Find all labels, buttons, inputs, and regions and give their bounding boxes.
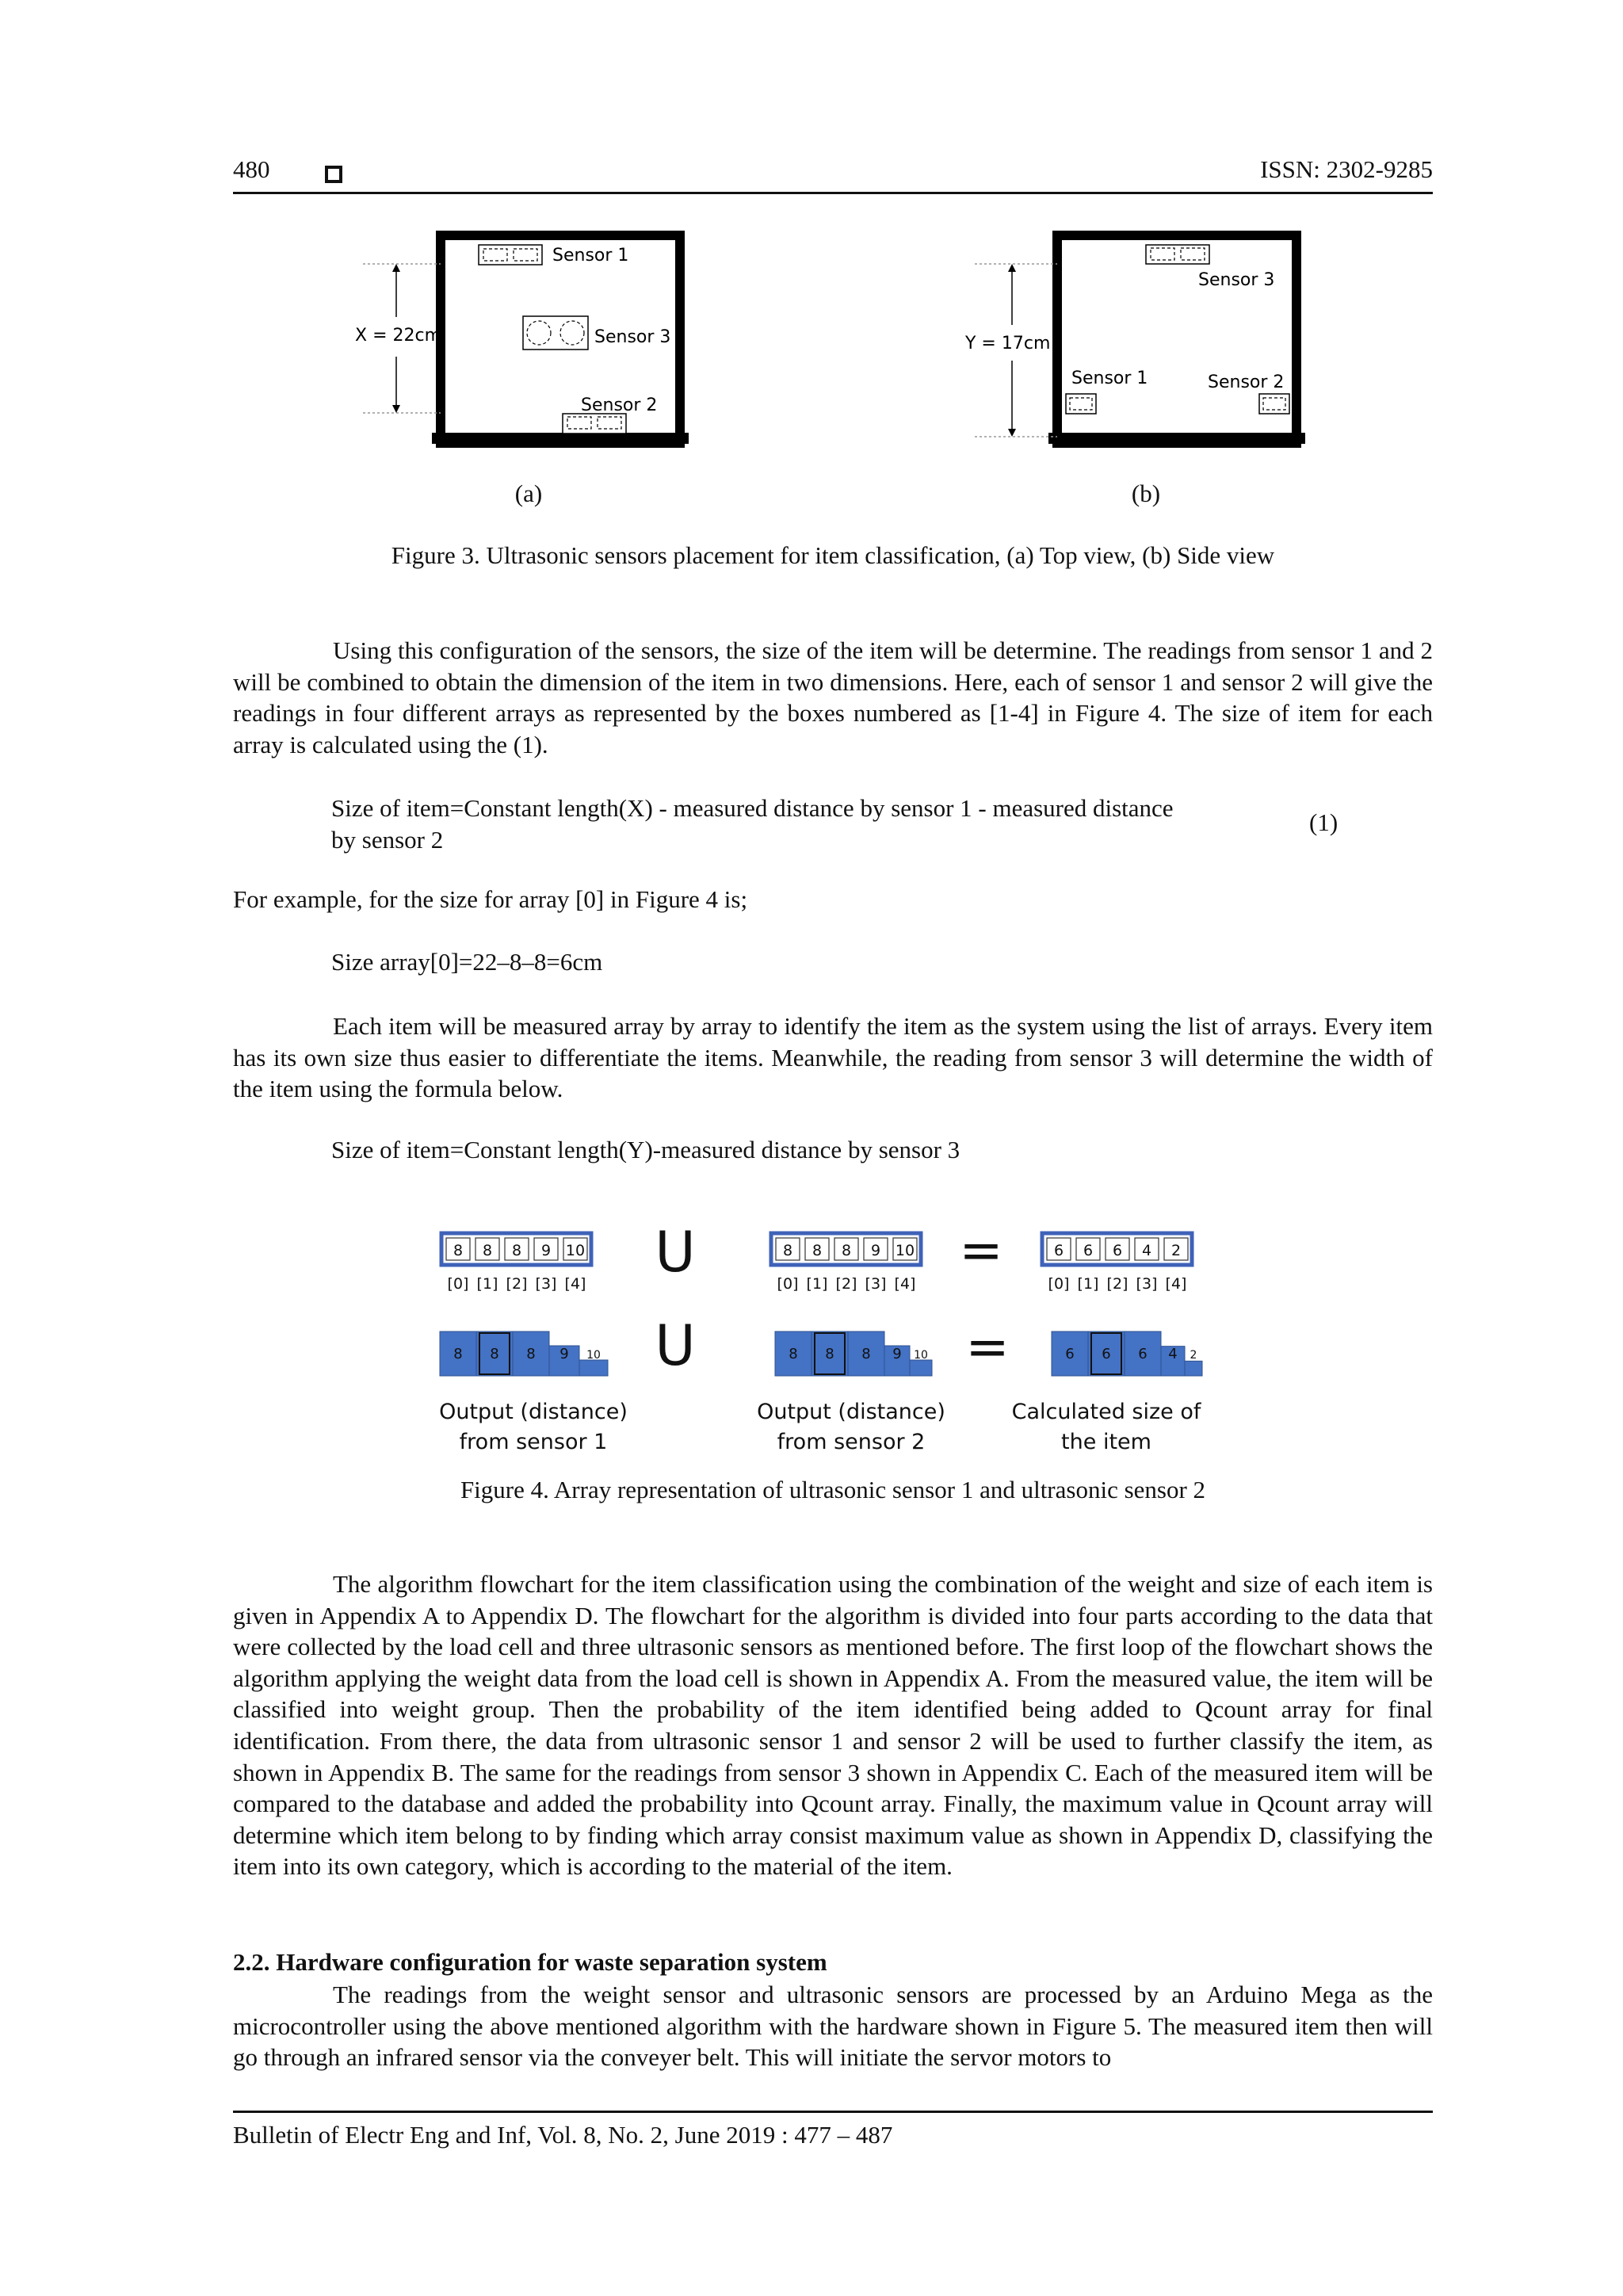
figure-4-label-sensor2 <box>748 1397 954 1457</box>
figure-4-result-array-index: [2] <box>1106 1275 1128 1293</box>
figure-4-result-blocks-block-value: 6 <box>1102 1346 1111 1362</box>
figure-4-sensor2-array-index: [3] <box>865 1275 887 1293</box>
paragraph-3: The algorithm flowchart for the item classification using the combination of the weight and size of each item is given in Appendix A to Appendix D. The flowchart for the algorithm is divided into four parts according to the data that were collected by the load cell and three ultrasonic sensors as mentioned before. The first loop of the flowchart shows the algorithm applying the weight data from the load cell is shown in Appendix A. From the measured value, the item will be classified into weight group. Then the probability of the item identified being added to Qcount array for final identification. From there, the data from ultrasonic sensor 1 and sensor 2 will be used to further classify the item, as shown in Appendix B. The same for the readings from sensor 3 shown in Appendix C. Each of the measured item will be compared to the database and added the probability into Qcount array. Finally, the maximum value in Qcount array will determine which item belong to by finding which array consist maximum value as shown in Appendix D, classifying the item into its own category, which is according to the material of the item. <box>233 1570 1433 1881</box>
size-array-line: Size array[0]=22–8–8=6cm <box>331 948 603 976</box>
page-number: 480 <box>233 155 270 183</box>
figure-4-sensor2-array-value: 9 <box>870 1242 881 1259</box>
figure-4-sensor2-blocks-block-value: 9 <box>892 1346 902 1362</box>
figure-4-sensor1-blocks-block-value: 9 <box>559 1346 569 1362</box>
paragraph-4: The readings from the weight sensor and ultrasonic sensors are processed by an Arduino Mega as the microcontroller using the above mentioned algorithm with the hardware shown in Figure 5. The measured item then will go through an infrared sensor via the conveyer belt. This will initiate the servor motors to <box>233 1981 1433 2072</box>
figure-4-sensor1-array-value: 10 <box>565 1242 586 1259</box>
figure-4-result-blocks-block <box>1185 1361 1202 1376</box>
figure-4-sensor2-blocks-block-value: 8 <box>861 1346 871 1362</box>
figure-4-sensor1-blocks-block-value: 8 <box>526 1346 536 1362</box>
figure-3a-sensor1-label: Sensor 1 <box>552 246 629 266</box>
figure-3a-sensor2-label: Sensor 2 <box>581 395 658 415</box>
figure-4-sensor1-array-value: 8 <box>511 1242 522 1259</box>
figure-4-sensor2-array-index: [1] <box>806 1275 828 1293</box>
figure-3 <box>0 0 1623 555</box>
figure-4-sensor2-blocks-block <box>910 1360 932 1376</box>
figure-4-result-array-index: [4] <box>1165 1275 1187 1293</box>
figure-4-label-sensor1 <box>430 1397 636 1457</box>
figure-4-label-sensor2-line2: from sensor 2 <box>777 1430 926 1454</box>
figure-4-union-symbol: U <box>655 1313 696 1378</box>
figure-4-sensor2-array-index: [2] <box>835 1275 857 1293</box>
figure-4-result-array-value: 2 <box>1170 1242 1182 1259</box>
figure-4-equals-symbol: = <box>959 1220 1003 1281</box>
figure-4-result-blocks-block-value: 4 <box>1168 1346 1178 1362</box>
figure-4-sensor1-blocks-block-value: 8 <box>453 1346 463 1362</box>
figure-4-union-symbol: U <box>655 1220 696 1285</box>
section-heading: 2.2. Hardware configuration for waste separation system <box>233 1948 827 1976</box>
figure-4-result-array-index: [1] <box>1077 1275 1099 1293</box>
figure-4-result-array-value: 6 <box>1112 1242 1123 1259</box>
figure-3b-sensor2-label: Sensor 2 <box>1208 372 1285 392</box>
equation-1-line-2: by sensor 2 <box>331 826 444 854</box>
figure-4-sensor1-array-index: [3] <box>535 1275 557 1293</box>
figure-4-sensor1-array-value: 8 <box>453 1242 464 1259</box>
figure-4-result-array-index: [0] <box>1048 1275 1070 1293</box>
figure-3a-sensor3-label: Sensor 3 <box>594 327 671 347</box>
figure-4-result-array-value: 6 <box>1083 1242 1094 1259</box>
figure-4-sensor2-blocks-block-value: 10 <box>914 1349 928 1362</box>
figure-4-sensor2-blocks-block-value: 8 <box>825 1346 834 1362</box>
figure-3b-sensor3-label: Sensor 3 <box>1198 270 1275 290</box>
issn: ISSN: 2302-9285 <box>1260 155 1433 183</box>
figure-4-sensor2-array-value: 8 <box>782 1242 793 1259</box>
figure-4-sensor1-blocks-block-value: 10 <box>586 1349 601 1362</box>
figure-4-sensor2-array-value: 10 <box>895 1242 915 1259</box>
figure-4-result-blocks-block-value: 2 <box>1190 1349 1197 1362</box>
figure-4-caption: Figure 4. Array representation of ultrasonic sensor 1 and ultrasonic sensor 2 <box>460 1476 1206 1503</box>
figure-4-label-sensor2-line1: Output (distance) <box>757 1400 945 1424</box>
figure-3b-sublabel: (b) <box>1131 479 1161 507</box>
figure-4-equals-symbol: = <box>965 1316 1010 1377</box>
footer-rule <box>233 2111 1433 2113</box>
figure-4-label-result <box>1003 1397 1209 1457</box>
paragraph-1: Using this configuration of the sensors, the size of the item will be determine. The readings from sensor 1 and 2 will be combined to obtain the dimension of the item in two dimensions. Here, each of sensor 1 and sensor 2 will give the readings in four different arrays as represented by the boxes numbered as [1-4] in Figure 4. The size of item for each array is calculated using the (1). <box>233 636 1433 758</box>
paragraph-2: Each item will be measured array by array to identify the item as the system using the list of arrays. Every item has its own size thus easier to differentiate the items. Meanwhile, the reading from sensor 3 will determine the width of the item using the formula below. <box>233 1012 1433 1103</box>
figure-3b-dimension-label: Y = 17cm <box>965 334 1051 353</box>
figure-4-sensor1-array-index: [4] <box>564 1275 586 1293</box>
figure-3b-sensor1-label: Sensor 1 <box>1071 369 1148 388</box>
figure-4-sensor2-array-value: 8 <box>812 1242 823 1259</box>
figure-4-sensor1-array-index: [1] <box>476 1275 498 1293</box>
figure-3a-dimension-label: X = 22cm <box>355 326 442 346</box>
figure-4-sensor1-array-index: [0] <box>447 1275 469 1293</box>
figure-4-label-sensor1-line2: from sensor 1 <box>459 1430 608 1454</box>
figure-4-sensor1-blocks-block-value: 8 <box>490 1346 499 1362</box>
figure-4-sensor1-blocks-block <box>579 1360 608 1376</box>
example-line: For example, for the size for array [0] in Figure 4 is; <box>233 885 748 913</box>
figure-4-sensor2-array-index: [4] <box>894 1275 916 1293</box>
figure-4-result-blocks-block-value: 6 <box>1138 1346 1148 1362</box>
figure-4-sensor1-array-value: 8 <box>482 1242 493 1259</box>
figure-4-sensor1-array-index: [2] <box>506 1275 528 1293</box>
equation-1-line-1: Size of item=Constant length(X) - measured distance by sensor 1 - measured distance <box>331 794 1174 822</box>
figure-4-sensor1-array-value: 9 <box>540 1242 552 1259</box>
equation-1 <box>331 793 1298 856</box>
figure-4-sensor2-array-index: [0] <box>777 1275 799 1293</box>
figure-4-result-blocks-block-value: 6 <box>1065 1346 1075 1362</box>
footer-citation: Bulletin of Electr Eng and Inf, Vol. 8, No. 2, June 2019 : 477 – 487 <box>233 2121 893 2149</box>
formula-2: Size of item=Constant length(Y)-measured distance by sensor 3 <box>331 1136 960 1163</box>
figure-4-result-array-value: 6 <box>1053 1242 1064 1259</box>
figure-3a-sublabel: (a) <box>514 479 543 507</box>
figure-4-result-array-index: [3] <box>1136 1275 1158 1293</box>
figure-4-label-result-line2: the item <box>1061 1430 1151 1454</box>
figure-4-label-result-line1: Calculated size of <box>1011 1400 1201 1424</box>
figure-4-result-array-value: 4 <box>1141 1242 1152 1259</box>
figure-4-sensor2-blocks-block-value: 8 <box>789 1346 798 1362</box>
figure-4-sensor2-array-value: 8 <box>841 1242 852 1259</box>
figure-3-caption: Figure 3. Ultrasonic sensors placement for item classification, (a) Top view, (b) Side view <box>391 541 1275 569</box>
equation-1-number: (1) <box>1309 808 1338 836</box>
figure-4-label-sensor1-line1: Output (distance) <box>439 1400 628 1424</box>
